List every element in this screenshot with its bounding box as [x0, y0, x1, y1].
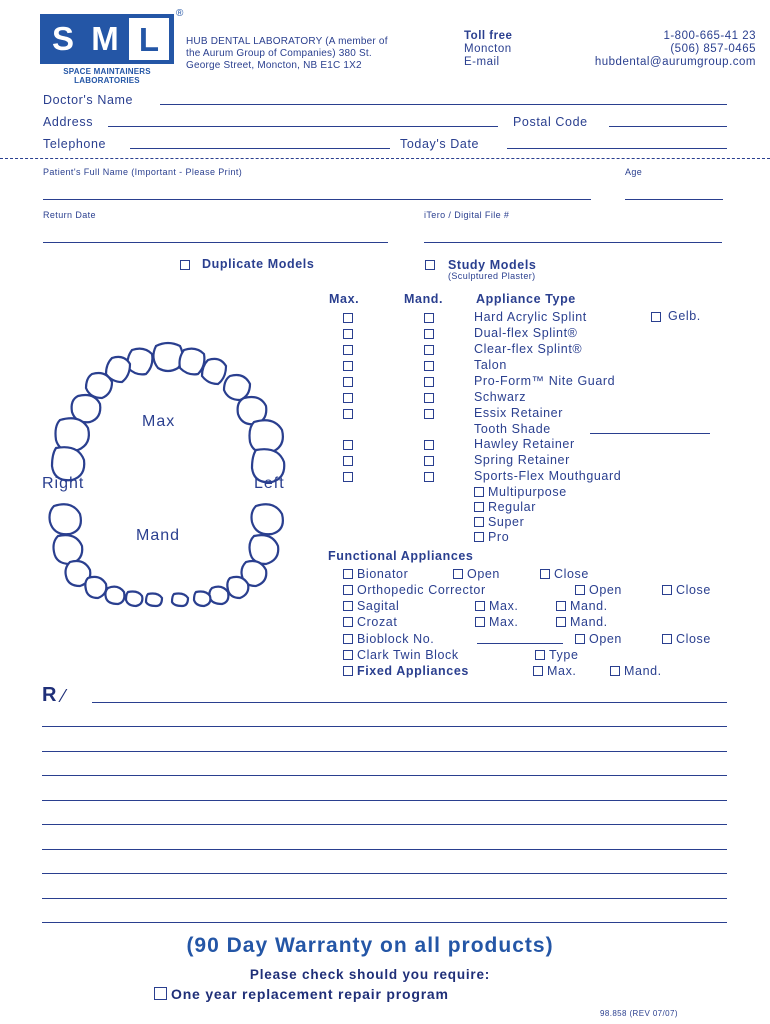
diagram-left-label: Left: [254, 475, 285, 492]
bionator-close: [540, 567, 589, 581]
itero-line[interactable]: [424, 242, 722, 243]
patient-name-line[interactable]: [43, 199, 591, 200]
fixed-label: Fixed Appliances: [357, 664, 469, 678]
rx-writing-line[interactable]: [42, 922, 727, 923]
address-label: Address: [43, 115, 94, 129]
appliance-max-checkbox[interactable]: [343, 440, 353, 450]
appliance-mand-checkbox[interactable]: [424, 345, 434, 355]
upper-tooth-2: [128, 349, 153, 375]
logo-subtitle: [40, 67, 174, 85]
bionator-open-label: Open: [467, 567, 500, 581]
rx-slash: ⁄: [62, 686, 66, 706]
patient-name-label: Patient's Full Name (Important - Please Print): [43, 167, 243, 177]
sagital-checkbox[interactable]: [343, 601, 353, 611]
appliance-max-checkbox[interactable]: [343, 393, 353, 403]
lower-tooth-12: [194, 592, 210, 607]
appliance-mand-checkbox[interactable]: [424, 440, 434, 450]
logo-letter-l: L: [138, 21, 160, 58]
upper-tooth-1: [153, 343, 182, 371]
rx-writing-line[interactable]: [42, 751, 727, 752]
appliance-type-label: Sports-Flex Mouthguard: [474, 469, 622, 483]
tollfree-number: 1-800-665-41 23: [663, 30, 756, 42]
diagram-right-label: Right: [42, 475, 85, 492]
logo-letter-s: S: [51, 20, 76, 57]
clark-type-label: Type: [549, 648, 579, 662]
bioblock-open: [575, 632, 622, 646]
crozat-checkbox[interactable]: [343, 617, 353, 627]
appliance-max-checkbox[interactable]: [343, 361, 353, 371]
bioblock-open-label: Open: [589, 632, 622, 646]
study-models-checkbox[interactable]: [425, 260, 435, 270]
clark-label: Clark Twin Block: [357, 648, 459, 662]
bionator-open-checkbox[interactable]: [453, 569, 463, 579]
registered-mark: ®: [176, 8, 184, 19]
upper-tooth-3: [180, 349, 205, 375]
postal-code-line[interactable]: [609, 126, 727, 127]
gelb-checkbox[interactable]: [651, 312, 661, 322]
appliance-max-checkbox[interactable]: [343, 456, 353, 466]
lab-address: [186, 36, 388, 72]
clark-type-checkbox[interactable]: [535, 650, 545, 660]
doctor-name-label: Doctor's Name: [43, 93, 134, 107]
mouthguard-option-checkbox[interactable]: [474, 517, 484, 527]
bioblock-row: [343, 632, 434, 646]
orthopedic-row: [343, 583, 486, 597]
orthopedic-label: Orthopedic Corrector: [357, 583, 486, 597]
lower-tooth-11: [126, 592, 142, 607]
telephone-line[interactable]: [130, 148, 390, 149]
fixed-max-checkbox[interactable]: [533, 666, 543, 676]
lab-line-1: HUB DENTAL LABORATORY (A member of: [186, 36, 388, 47]
rx-first-line[interactable]: [92, 702, 727, 703]
logo-letter-l-box: [129, 18, 169, 60]
replacement-program-checkbox[interactable]: [154, 987, 167, 1000]
sml-logo: [40, 14, 174, 64]
upper-tooth-7: [224, 375, 250, 400]
orthopedic-open-checkbox[interactable]: [575, 585, 585, 595]
appliance-max-checkbox[interactable]: [343, 409, 353, 419]
crozat-mand: [556, 615, 608, 629]
moncton-label: Moncton: [464, 43, 512, 55]
email-label: E-mail: [464, 56, 500, 68]
tooth-chart-diagram: [36, 338, 308, 608]
orthopedic-checkbox[interactable]: [343, 585, 353, 595]
email-value: hubdental@aurumgroup.com: [594, 56, 756, 68]
crozat-row: [343, 615, 397, 629]
appliance-mand-checkbox[interactable]: [424, 377, 434, 387]
lower-tooth-3: [54, 535, 83, 564]
crozat-max-checkbox[interactable]: [475, 617, 485, 627]
appliance-type-label: Schwarz: [474, 390, 527, 404]
lab-line-3: George Street, Moncton, NB E1C 1X2: [186, 60, 362, 71]
appliance-max-checkbox[interactable]: [343, 345, 353, 355]
appliance-mand-checkbox[interactable]: [424, 456, 434, 466]
mouthguard-option: [474, 515, 524, 529]
lower-tooth-2: [252, 504, 283, 534]
rx-writing-line[interactable]: [42, 775, 727, 776]
doctor-name-line[interactable]: [160, 104, 727, 105]
sagital-max: [475, 599, 519, 613]
contact-labels: [464, 30, 512, 69]
gelb-label: Gelb.: [668, 309, 701, 323]
appliance-max-checkbox[interactable]: [343, 313, 353, 323]
lower-tooth-14: [172, 594, 188, 607]
bioblock-label: Bioblock No.: [357, 632, 435, 646]
return-date-label: Return Date: [43, 210, 96, 220]
replacement-program-row: [154, 986, 449, 1002]
logo-subtitle-line1: SPACE MAINTAINERS: [63, 67, 151, 76]
rx-writing-line[interactable]: [42, 898, 727, 899]
lower-tooth-1: [50, 504, 81, 534]
bionator-open: [453, 567, 500, 581]
crozat-mand-label: Mand.: [570, 615, 608, 629]
upper-tooth-11: [250, 420, 283, 453]
crozat-label: Crozat: [357, 615, 398, 629]
todays-date-label: Today's Date: [400, 137, 480, 151]
orthopedic-open: [575, 583, 622, 597]
fixed-mand: [610, 664, 662, 678]
address-line[interactable]: [108, 126, 498, 127]
mouthguard-option-checkbox[interactable]: [474, 502, 484, 512]
form-code: 98.858 (REV 07/07): [600, 1009, 678, 1018]
orthopedic-close-label: Close: [676, 583, 711, 597]
crozat-max-label: Max.: [489, 615, 519, 629]
orthopedic-close-checkbox[interactable]: [662, 585, 672, 595]
fixed-mand-checkbox[interactable]: [610, 666, 620, 676]
bionator-close-label: Close: [554, 567, 589, 581]
bioblock-close-label: Close: [676, 632, 711, 646]
mouthguard-option-checkbox[interactable]: [474, 487, 484, 497]
clark-checkbox[interactable]: [343, 650, 353, 660]
col-mand-header: Mand.: [404, 292, 444, 306]
upper-tooth-5: [202, 359, 226, 384]
appliance-mand-checkbox[interactable]: [424, 472, 434, 482]
crozat-max: [475, 615, 519, 629]
appliance-type-label: Dual-flex Splint®: [474, 326, 578, 340]
duplicate-models-label: Duplicate Models: [202, 257, 315, 271]
bioblock-close-checkbox[interactable]: [662, 634, 672, 644]
upper-tooth-6: [86, 373, 112, 398]
col-type-header: Appliance Type: [476, 292, 576, 306]
mouthguard-option-label: Regular: [488, 500, 536, 514]
appliance-max-checkbox[interactable]: [343, 329, 353, 339]
logo-subtitle-line2: LABORATORIES: [74, 76, 140, 85]
sagital-mand: [556, 599, 608, 613]
appliance-type-label: Clear-flex Splint®: [474, 342, 583, 356]
age-label: Age: [625, 167, 643, 177]
bionator-checkbox[interactable]: [343, 569, 353, 579]
sagital-label: Sagital: [357, 599, 400, 613]
mouthguard-option-label: Super: [488, 515, 525, 529]
rx-symbol: R: [42, 684, 57, 706]
lower-tooth-4: [250, 535, 279, 564]
mouthguard-option-label: Pro: [488, 530, 510, 544]
check-text: Please check should you require:: [249, 967, 491, 982]
mouthguard-option-label: Multipurpose: [488, 485, 567, 499]
logo-letter-m: M: [91, 20, 121, 57]
rx-writing-line[interactable]: [42, 873, 727, 874]
functional-title: Functional Appliances: [328, 549, 474, 563]
fixed-row: [343, 664, 469, 678]
tooth-shade-line[interactable]: [590, 433, 710, 434]
sagital-mand-checkbox[interactable]: [556, 601, 566, 611]
crozat-mand-checkbox[interactable]: [556, 617, 566, 627]
appliance-type-label: Hawley Retainer: [474, 437, 575, 451]
lab-line-2: the Aurum Group of Companies) 380 St.: [186, 48, 372, 59]
appliance-type-label: Talon: [474, 358, 507, 372]
fixed-max: [533, 664, 577, 678]
mouthguard-option: [474, 530, 509, 544]
col-max-header: Max.: [329, 292, 360, 306]
bioblock-number-line[interactable]: [477, 643, 563, 644]
appliance-type-label: Hard Acrylic Splint: [474, 310, 587, 324]
tollfree-label: Toll free: [464, 30, 513, 42]
postal-code-label: Postal Code: [513, 115, 588, 129]
mouthguard-option-checkbox[interactable]: [474, 532, 484, 542]
study-models-sublabel: (Sculptured Plaster): [448, 271, 536, 281]
appliance-max-checkbox[interactable]: [343, 377, 353, 387]
lower-tooth-13: [146, 594, 162, 607]
age-line[interactable]: [625, 199, 723, 200]
fixed-max-label: Max.: [547, 664, 577, 678]
contact-values: [560, 30, 756, 69]
bioblock-close: [662, 632, 711, 646]
fixed-mand-label: Mand.: [624, 664, 662, 678]
diagram-max-label: Max: [142, 413, 176, 430]
telephone-label: Telephone: [43, 137, 107, 151]
rx-writing-line[interactable]: [42, 800, 727, 801]
appliance-type-label: Pro-Form™ Nite Guard: [474, 374, 616, 388]
lower-tooth-10: [209, 587, 228, 604]
rx-writing-line[interactable]: [42, 849, 727, 850]
lower-tooth-7: [85, 577, 106, 598]
rx-writing-line[interactable]: [42, 726, 727, 727]
study-models-label: Study Models: [448, 258, 537, 272]
orthopedic-close: [662, 583, 711, 597]
sagital-max-label: Max.: [489, 599, 519, 613]
appliance-max-checkbox[interactable]: [343, 472, 353, 482]
bioblock-open-checkbox[interactable]: [575, 634, 585, 644]
appliance-mand-checkbox[interactable]: [424, 361, 434, 371]
moncton-number: (506) 857-0465: [670, 43, 756, 55]
appliance-type-label: Tooth Shade: [474, 422, 551, 436]
bionator-close-checkbox[interactable]: [540, 569, 550, 579]
appliance-mand-checkbox[interactable]: [424, 393, 434, 403]
sagital-mand-label: Mand.: [570, 599, 608, 613]
return-date-line[interactable]: [43, 242, 388, 243]
appliance-type-label: Essix Retainer: [474, 406, 563, 420]
todays-date-line[interactable]: [507, 148, 727, 149]
duplicate-models-checkbox[interactable]: [180, 260, 190, 270]
rx-writing-line[interactable]: [42, 824, 727, 825]
fixed-checkbox[interactable]: [343, 666, 353, 676]
sagital-max-checkbox[interactable]: [475, 601, 485, 611]
bionator-row: [343, 567, 408, 581]
appliance-mand-checkbox[interactable]: [424, 313, 434, 323]
replacement-program-label: One year replacement repair program: [171, 986, 449, 1002]
orthopedic-open-label: Open: [589, 583, 622, 597]
bioblock-checkbox[interactable]: [343, 634, 353, 644]
clark-type: [535, 648, 579, 662]
lower-tooth-8: [227, 577, 248, 598]
diagram-mand-label: Mand: [136, 527, 181, 544]
clark-row: [343, 648, 459, 662]
cut-line: [0, 158, 770, 159]
mouthguard-option: [474, 500, 536, 514]
bionator-label: Bionator: [357, 567, 409, 581]
appliance-mand-checkbox[interactable]: [424, 329, 434, 339]
warranty-text: (90 Day Warranty on all products): [186, 934, 554, 957]
appliance-mand-checkbox[interactable]: [424, 409, 434, 419]
mouthguard-option: [474, 485, 567, 499]
appliance-type-label: Spring Retainer: [474, 453, 570, 467]
itero-label: iTero / Digital File #: [424, 210, 510, 220]
lower-tooth-9: [105, 587, 124, 604]
upper-tooth-10: [56, 418, 89, 451]
sagital-row: [343, 599, 399, 613]
